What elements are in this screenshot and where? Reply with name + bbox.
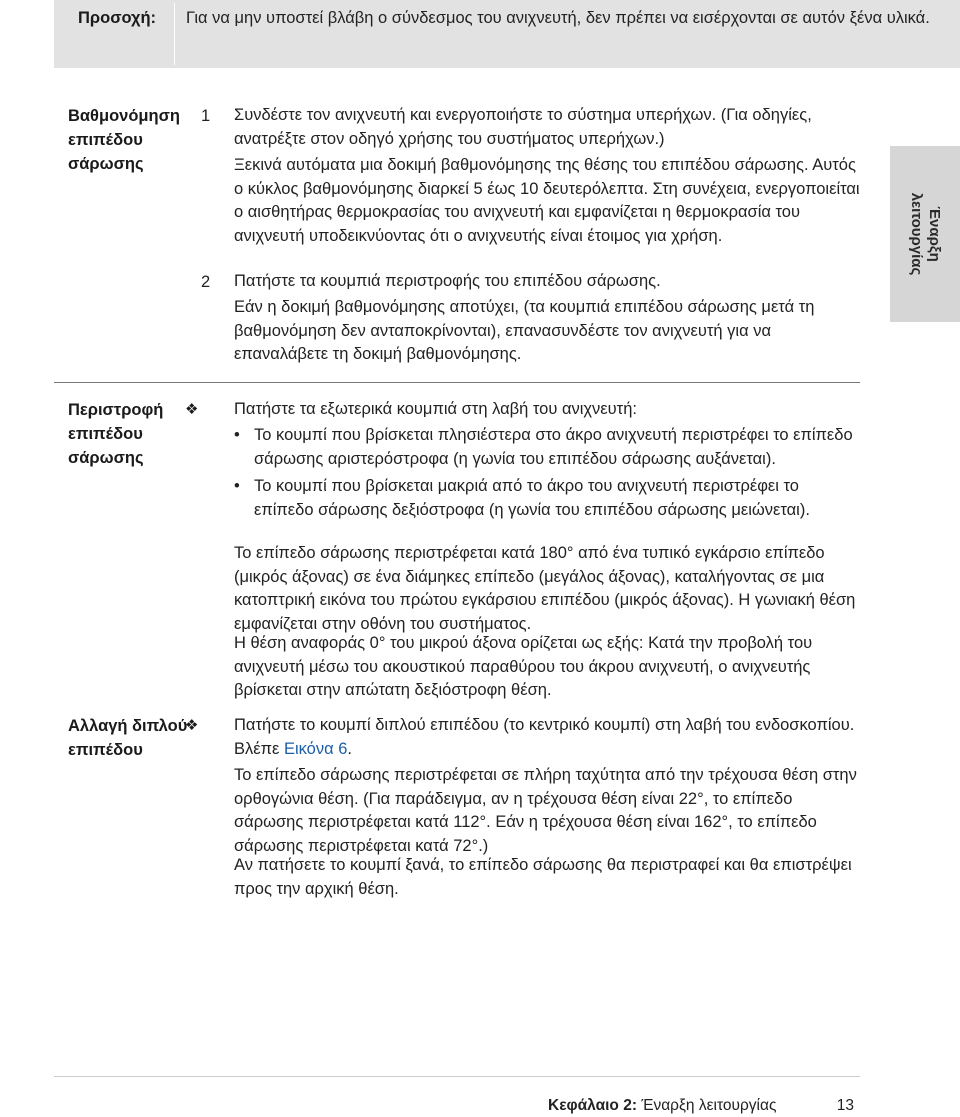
step-number-1: 1 bbox=[201, 107, 211, 125]
rotation-reference-position: Η θέση αναφοράς 0° του μικρού άξονα ορίζεται ως εξής: Κατά την προβολή του ανιχνευτή μέσω του ακουστικού παραθύρου του άκρου ανιχνευτή, ο ανιχνευτής βρίσκεται στην απώτατη δεξιόστροφη θέση. bbox=[234, 634, 813, 699]
diamond-bullet-icon: ❖ bbox=[185, 717, 199, 734]
biplane-repeat-note: Αν πατήσετε το κουμπί ξανά, το επίπεδο σάρωσης θα περιστραφεί και θα επιστρέψει προς την αρχική θέση. bbox=[234, 856, 852, 898]
bullet-dot-icon: • bbox=[234, 477, 240, 495]
step-number-2: 2 bbox=[201, 273, 211, 291]
list-item: • Το κουμπί που βρίσκεται μακριά από το άκρο του ανιχνευτή περιστρέφει το επίπεδο σάρωσης δεξιόστροφα (η γωνία του επιπέδου σάρωσης μειώνεται). bbox=[234, 477, 810, 519]
step1-instruction: Συνδέστε τον ανιχνευτή και ενεργοποιήστε το σύστημα υπερήχων. (Για οδηγίες, ανατρέξτε στον οδηγό χρήσης του συστήματος υπερήχων.) bbox=[234, 106, 812, 148]
step2-note: Εάν η δοκιμή βαθμονόμησης αποτύχει, (τα κουμπιά επιπέδου σάρωσης μετά τη βαθμονόμηση δεν ανταποκρίνονται), επανασυνδέστε τον ανιχνευτή για να επαναλάβετε τη δοκιμή βαθμονόμησης. bbox=[234, 298, 815, 363]
caution-box bbox=[54, 0, 960, 68]
step2-instruction: Πατήστε τα κουμπιά περιστροφής του επιπέδου σάρωσης. bbox=[234, 272, 661, 290]
figure-6-link[interactable]: Εικόνα 6 bbox=[283, 739, 348, 758]
section-title-rotation: Περιστροφή επιπέδου σάρωσης bbox=[68, 401, 164, 467]
caution-divider bbox=[174, 3, 175, 65]
biplane-description: Το επίπεδο σάρωσης περιστρέφεται σε πλήρη ταχύτητα από την τρέχουσα θέση στην ορθογώνια θέση. (Για παράδειγμα, αν η τρέχουσα θέση είναι 22°, το επίπεδο σάρωσης περιστρέφεται κατά 112°. Εάν η τρέχουσα θέση είναι 162°, το επίπεδο σάρωσης περιστρέφεται κατά 72°.) bbox=[234, 766, 857, 855]
chapter-side-tab bbox=[890, 146, 960, 322]
page-footer bbox=[548, 1096, 860, 1116]
diamond-bullet-icon: ❖ bbox=[185, 401, 199, 418]
rotation-description: Το επίπεδο σάρωσης περιστρέφεται κατά 180° από ένα τυπικό εγκάρσιο επίπεδο (μικρός άξονας) σε ένα διάμηκες επίπεδο (μεγάλος άξονας), καταλήγοντας σε μια κατοπτρική εικόνα του πρώτου εγκάρσιου επιπέδου (μικρός άξονας). Η γωνιακή θέση εμφανίζεται στην οθόνη του συστήματος. bbox=[234, 544, 856, 633]
footer-chapter-title: Έναρξη λειτουργίας bbox=[641, 1097, 777, 1114]
section-title-calibration: Βαθμονόμηση επιπέδου σάρωσης bbox=[68, 107, 180, 173]
biplane-instruction: Πατήστε το κουμπί διπλού επιπέδου (το κεντρικό κουμπί) στη λαβή του ενδοσκοπίου. Βλέπε Εικόνα 6. bbox=[234, 716, 855, 758]
list-item: • Το κουμπί που βρίσκεται πλησιέστερα στο άκρο ανιχνευτή περιστρέφει το επίπεδο σάρωσης αριστερόστροφα (η γωνία του επιπέδου σάρωσης αυξάνεται). bbox=[234, 426, 853, 468]
section-title-biplane: Αλλαγή διπλού επιπέδου bbox=[68, 717, 188, 759]
section-divider bbox=[54, 382, 860, 383]
bullet-dot-icon: • bbox=[234, 426, 240, 444]
rotation-intro: Πατήστε τα εξωτερικά κουμπιά στη λαβή του ανιχνευτή: bbox=[234, 400, 637, 418]
caution-label: Προσοχή: bbox=[78, 9, 157, 27]
rotation-bullet-list bbox=[234, 424, 860, 526]
page-number: 13 bbox=[836, 1097, 854, 1114]
footer-chapter: Κεφάλαιο 2: bbox=[548, 1097, 637, 1114]
footer-divider bbox=[54, 1076, 860, 1077]
caution-text: Για να μην υποστεί βλάβη ο σύνδεσμος του ανιχνευτή, δεν πρέπει να εισέρχονται σε αυτόν ξένα υλικά. bbox=[186, 9, 930, 27]
chapter-side-tab-label: Έναρξη λειτουργίας bbox=[908, 192, 943, 276]
step1-result: Ξεκινά αυτόματα μια δοκιμή βαθμονόμησης της θέσης του επιπέδου σάρωσης. Αυτός ο κύκλος βαθμονόμησης διαρκεί 5 έως 10 δευτερόλεπτα. Στη συνέχεια, ενεργοποιείται ο αισθητήρας θερμοκρασίας του ανιχνευτή και εμφανίζεται η θερμοκρασία του ανιχνευτή υποδεικνύοντας ότι ο ανιχνευτής είναι έτοιμος για χρήση. bbox=[234, 156, 860, 245]
